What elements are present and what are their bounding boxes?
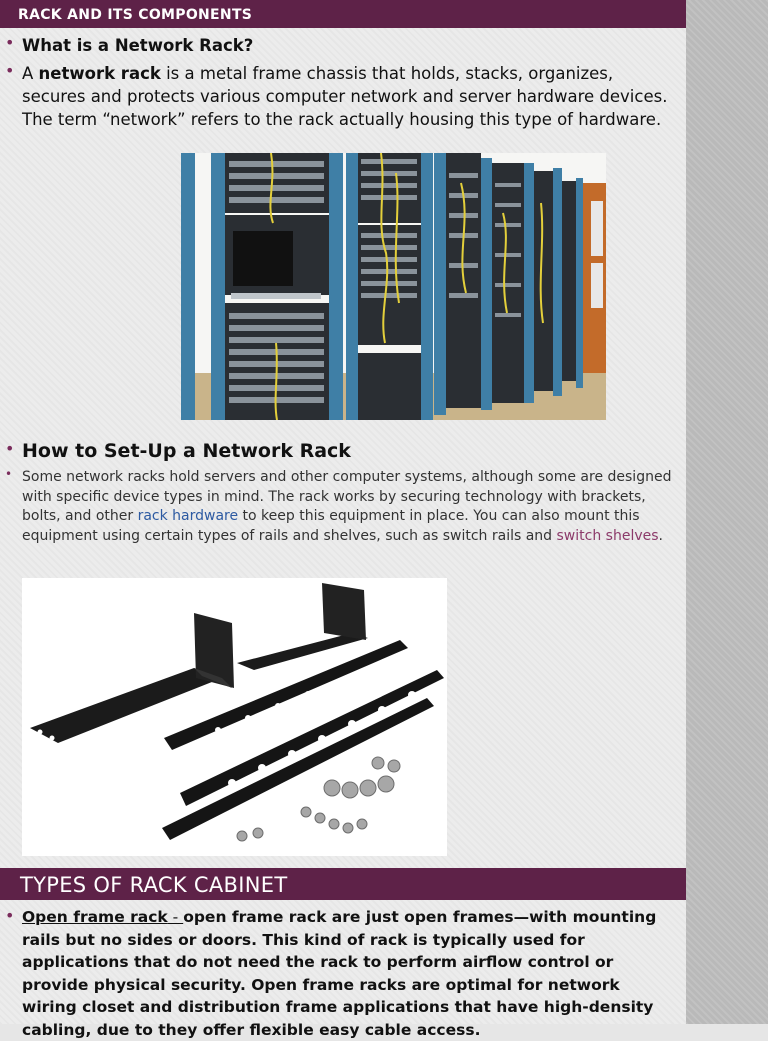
open-frame-text: open frame rack are just open frames—with mounting rails but no sides or doors. This kind of rack is typically used for applications that do not need the rack to perform airflow control or provide physical security. Open frame racks are optimal for network wiring closet and distribution frame applications that have high-density cabling, due to they offer flexible easy cable access. (22, 908, 657, 1039)
intro-question: What is a Network Rack? (22, 36, 254, 55)
open-frame-desc (22, 906, 678, 1041)
page-title: RACK AND ITS COMPONENTS (18, 7, 253, 23)
rack-hardware-link[interactable]: rack hardware (137, 508, 239, 524)
setup-text-1: Some network racks hold servers and other computer systems, although some are designed with specific device types in mind. The rack works by securing technology with brackets, bolts, and other (22, 469, 672, 524)
definition-text: is a metal frame chassis that holds, stacks, organizes, secures and protects various computer network and server hardware devices. The term “network” refers to the rack actually housing this type of hardware. (22, 64, 668, 129)
section-title: TYPES OF RACK CABINET (20, 873, 288, 897)
bullet-icon: • (5, 906, 15, 925)
network-rack-photo (181, 153, 606, 420)
term-dash: - (167, 908, 184, 926)
open-frame-term: Open frame rack (22, 908, 168, 926)
setup-heading: How to Set-Up a Network Rack (22, 440, 351, 462)
switch-shelves-link[interactable]: switch shelves (556, 527, 659, 544)
definition-lead: A (22, 64, 39, 83)
setup-text-2: to keep this equipment in place. You can also mount this equipment using certain types of rails and shelves, such as switch rails and (22, 508, 640, 544)
header-bar (0, 0, 686, 28)
bullet-icon: • (5, 467, 13, 481)
bullet-icon: • (5, 61, 15, 80)
setup-body (22, 468, 678, 546)
side-strip (686, 0, 768, 1024)
definition-term: network rack (38, 64, 161, 83)
bullet-icon: • (5, 33, 15, 52)
bullet-icon: • (5, 439, 15, 458)
setup-text-3: . (658, 527, 663, 544)
intro-definition (22, 62, 678, 131)
section-bar (0, 868, 686, 900)
rack-hardware-photo (22, 578, 447, 856)
